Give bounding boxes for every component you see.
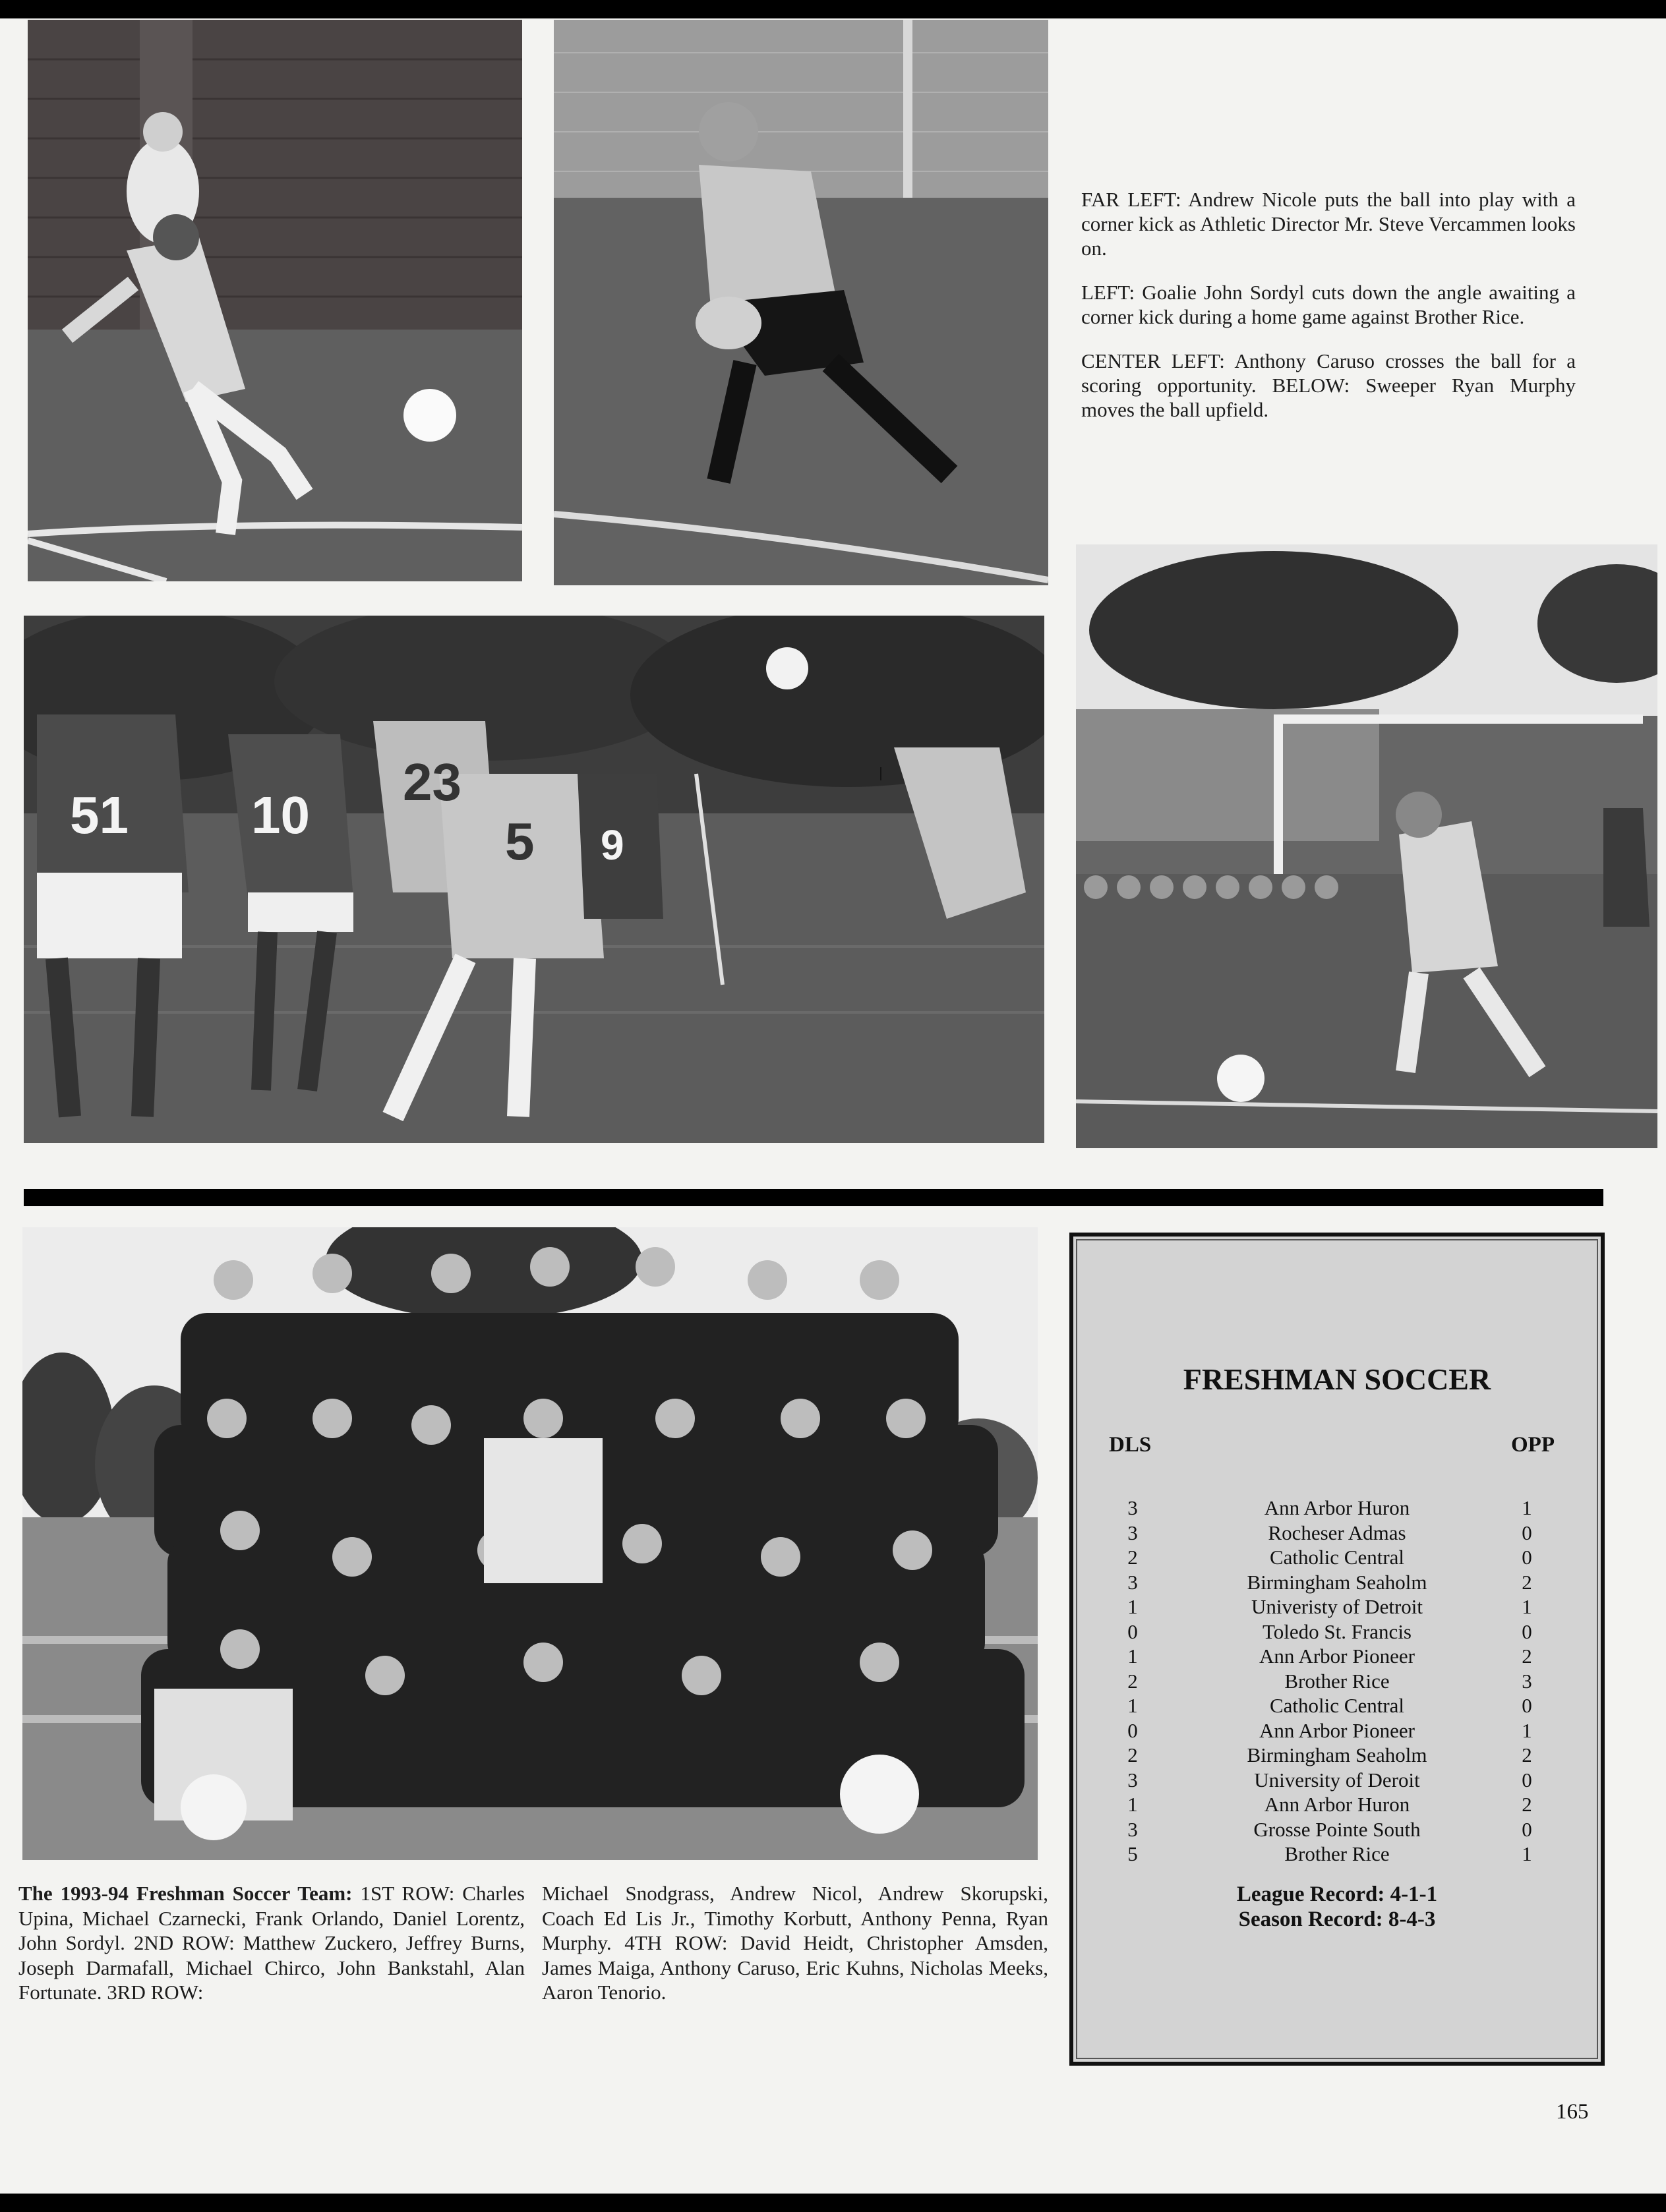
game-row <box>1073 1644 1601 1670</box>
scoreboard-games <box>1073 1496 1601 1867</box>
game-opp: 2 <box>1522 1644 1532 1668</box>
game-dls: 0 <box>1127 1718 1138 1742</box>
game-opp: 2 <box>1522 1793 1532 1816</box>
game-opp: 0 <box>1522 1521 1532 1544</box>
game-opponent: Ann Arbor Huron <box>1264 1793 1410 1816</box>
game-opp: 0 <box>1522 1768 1532 1791</box>
game-opp: 0 <box>1522 1619 1532 1643</box>
game-opponent: University of Deroit <box>1254 1768 1420 1791</box>
game-row <box>1073 1818 1601 1843</box>
season-record: Season Record: 8-4-3 <box>1238 1907 1436 1931</box>
game-opponent: Ann Arbor Huron <box>1264 1496 1410 1519</box>
game-opponent: Univeristy of Detroit <box>1251 1595 1423 1618</box>
game-opponent: Brother Rice <box>1284 1842 1390 1865</box>
game-opponent: Toledo St. Francis <box>1262 1619 1412 1643</box>
game-opp: 0 <box>1522 1546 1532 1569</box>
game-row <box>1073 1694 1601 1719</box>
game-opp: 0 <box>1522 1817 1532 1841</box>
game-opponent: Catholic Central <box>1269 1694 1405 1717</box>
page-number: 165 <box>1556 2100 1589 2124</box>
game-row <box>1073 1620 1601 1645</box>
game-dls: 3 <box>1127 1496 1138 1519</box>
league-record: League Record: 4-1-1 <box>1236 1882 1438 1906</box>
game-row <box>1073 1546 1601 1571</box>
game-opp: 2 <box>1522 1743 1532 1766</box>
scoreboard-col-dls: DLS <box>1109 1433 1152 1457</box>
jersey-51: 51 <box>70 786 129 844</box>
jersey-9: 9 <box>601 821 624 869</box>
team-caption-title: The 1993-94 Freshman Soccer Team: <box>18 1882 353 1905</box>
game-dls: 1 <box>1127 1595 1138 1618</box>
game-opp: 0 <box>1522 1694 1532 1717</box>
caption-far-left: FAR LEFT: Andrew Nicole puts the ball into play with a corner kick as Athletic Director Mr. Steve Vercammen looks on. <box>1081 188 1576 260</box>
game-opponent: Ann Arbor Pioneer <box>1259 1644 1415 1668</box>
game-dls: 5 <box>1127 1842 1138 1865</box>
game-opponent: Catholic Central <box>1269 1546 1405 1569</box>
game-opp: 1 <box>1522 1842 1532 1865</box>
game-dls: 3 <box>1127 1817 1138 1841</box>
game-dls: 2 <box>1127 1546 1138 1569</box>
scoreboard-col-opp: OPP <box>1511 1433 1555 1457</box>
game-row <box>1073 1793 1601 1818</box>
game-dls: 2 <box>1127 1669 1138 1693</box>
team-caption-part1: 1ST ROW: Charles Upina, Michael Czarnecki, Frank Orlando, Daniel Lorentz, John Sordyl. 2ND ROW: Matthew Zuckero, Jeffrey Burns, Joseph Darmafall, Michael Chirco, John Bankstahl, Alan Fortunate. 3RD ROW: <box>18 1882 525 2004</box>
photo-goalie <box>554 20 1048 585</box>
game-row <box>1073 1571 1601 1596</box>
team-caption-part2: Michael Snodgrass, Andrew Nicol, Andrew Skorupski, Coach Ed Lis Jr., Timothy Korbutt, Anthony Penna, Ryan Murphy. 4TH ROW: David Heidt, Christopher Amsden, James Maiga, Anthony Caruso, Eric Kuhns, Nicholas Meeks, Aaron Tenorio. <box>542 1882 1048 2004</box>
game-dls: 2 <box>1127 1743 1138 1766</box>
game-dls: 1 <box>1127 1644 1138 1668</box>
jersey-23: 23 <box>403 753 461 811</box>
game-row <box>1073 1719 1601 1744</box>
scoreboard <box>1069 1233 1605 2066</box>
section-divider <box>24 1189 1603 1206</box>
photo-corner-kick <box>28 20 522 581</box>
game-dls: 1 <box>1127 1793 1138 1816</box>
game-opp: 3 <box>1522 1669 1532 1693</box>
game-row <box>1073 1768 1601 1793</box>
game-opponent: Birmingham Seaholm <box>1247 1743 1427 1766</box>
game-dls: 3 <box>1127 1768 1138 1791</box>
game-opponent: Birmingham Seaholm <box>1247 1570 1427 1594</box>
game-row <box>1073 1521 1601 1546</box>
team-caption-left <box>18 1881 525 2005</box>
photo-captions <box>1081 187 1576 442</box>
jersey-10: 10 <box>251 786 310 844</box>
jersey-5: 5 <box>505 812 535 871</box>
game-dls: 0 <box>1127 1619 1138 1643</box>
game-dls: 3 <box>1127 1570 1138 1594</box>
game-row <box>1073 1670 1601 1695</box>
game-opponent: Grosse Pointe South <box>1253 1817 1421 1841</box>
game-row <box>1073 1743 1601 1768</box>
caption-left: LEFT: Goalie John Sordyl cuts down the angle awaiting a corner kick during a home game against Brother Rice. <box>1081 281 1576 328</box>
game-opponent: Ann Arbor Pioneer <box>1259 1718 1415 1742</box>
game-opp: 1 <box>1522 1595 1532 1618</box>
game-row <box>1073 1496 1601 1521</box>
game-row <box>1073 1842 1601 1867</box>
game-dls: 1 <box>1127 1694 1138 1717</box>
game-opponent: Brother Rice <box>1284 1669 1390 1693</box>
game-row <box>1073 1595 1601 1620</box>
game-opp: 1 <box>1522 1718 1532 1742</box>
game-opp: 2 <box>1522 1570 1532 1594</box>
game-opponent: Rocheser Admas <box>1268 1521 1406 1544</box>
scoreboard-title: FRESHMAN SOCCER <box>1183 1362 1491 1396</box>
team-caption-right <box>542 1881 1048 2005</box>
photo-crossing-ball <box>24 616 1044 1143</box>
game-opp: 1 <box>1522 1496 1532 1519</box>
yearbook-page <box>0 18 1666 2194</box>
photo-team <box>22 1227 1038 1860</box>
game-dls: 3 <box>1127 1521 1138 1544</box>
photo-sweeper <box>1076 544 1657 1148</box>
caption-center-left: CENTER LEFT: Anthony Caruso crosses the ball for a scoring opportunity. BELOW: Sweeper Ryan Murphy moves the ball upfield. <box>1081 349 1576 421</box>
